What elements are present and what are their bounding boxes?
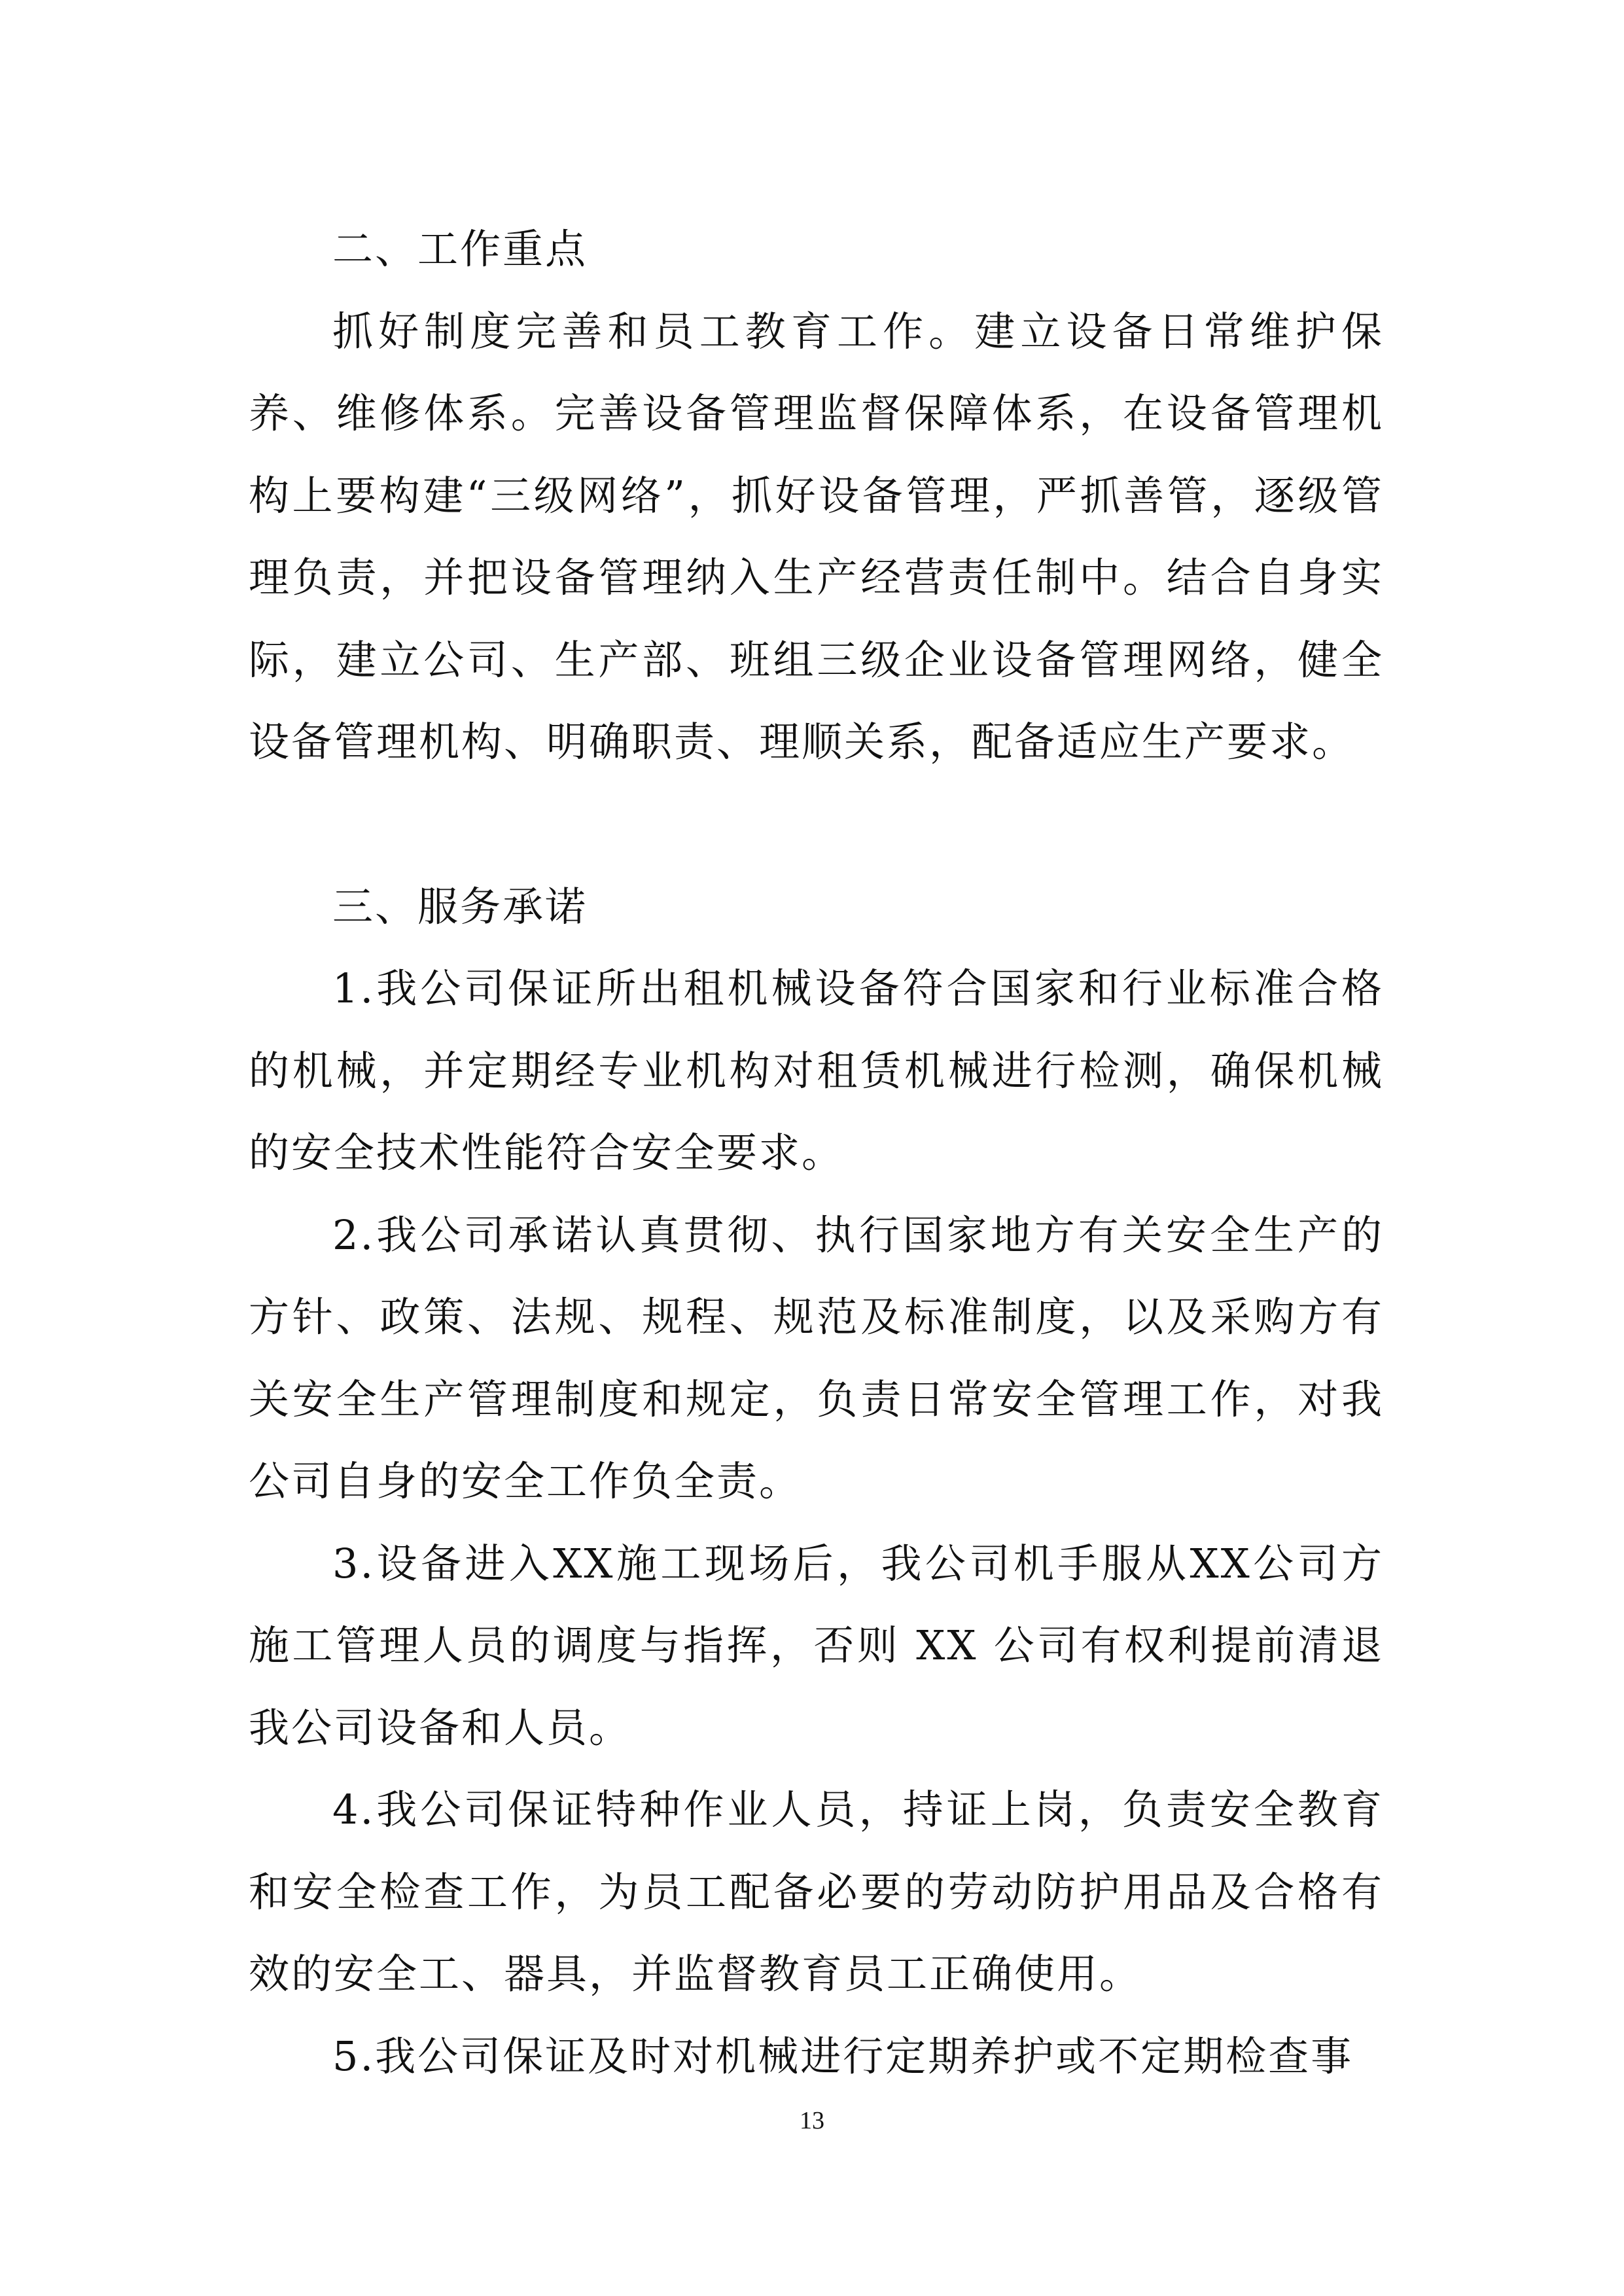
commitment-item-4: 4.我公司保证特种作业人员，持证上岗，负责安全教育和安全检查工作，为员工配备必要的劳动防护用品及合格有效的安全工、器具，并监督教育员工正确使用。 — [249, 1786, 1384, 1998]
commitment-item-5: 5.我公司保证及时对机械进行定期养护或不定期检查事 — [332, 2032, 1354, 2080]
page-body — [249, 208, 1384, 2097]
section-2-heading: 二、工作重点 — [332, 225, 588, 273]
section-3-heading: 三、服务承诺 — [332, 882, 588, 930]
commitment-item-1: 1.我公司保证所出租机械设备符合国家和行业标准合格的机械，并定期经专业机构对租赁机械进行检测，确保机械的安全技术性能符合安全要求。 — [249, 964, 1384, 1176]
section-2-paragraph: 抓好制度完善和员工教育工作。建立设备日常维护保养、维修体系。完善设备管理监督保障体系，在设备管理机构上要构建“三级网络”，抓好设备管理，严抓善管，逐级管理负责，并把设备管理纳入生产经营责任制中。结合自身实际，建立公司、生产部、班组三级企业设备管理网络，健全设备管理机构、明确职责、理顺关系，配备适应生产要求。 — [249, 307, 1384, 766]
section-3 — [249, 866, 1384, 2098]
page-number: 13 — [800, 2107, 824, 2134]
commitment-item-2: 2.我公司承诺认真贯彻、执行国家地方有关安全生产的方针、政策、法规、规程、规范及标准制度，以及采购方有关安全生产管理制度和规定，负责日常安全管理工作，对我公司自身的安全工作负全责。 — [249, 1210, 1384, 1505]
commitment-item-3: 3.设备进入XX施工现场后，我公司机手服从XX公司方施工管理人员的调度与指挥，否则 XX 公司有权利提前清退我公司设备和人员。 — [249, 1539, 1384, 1752]
